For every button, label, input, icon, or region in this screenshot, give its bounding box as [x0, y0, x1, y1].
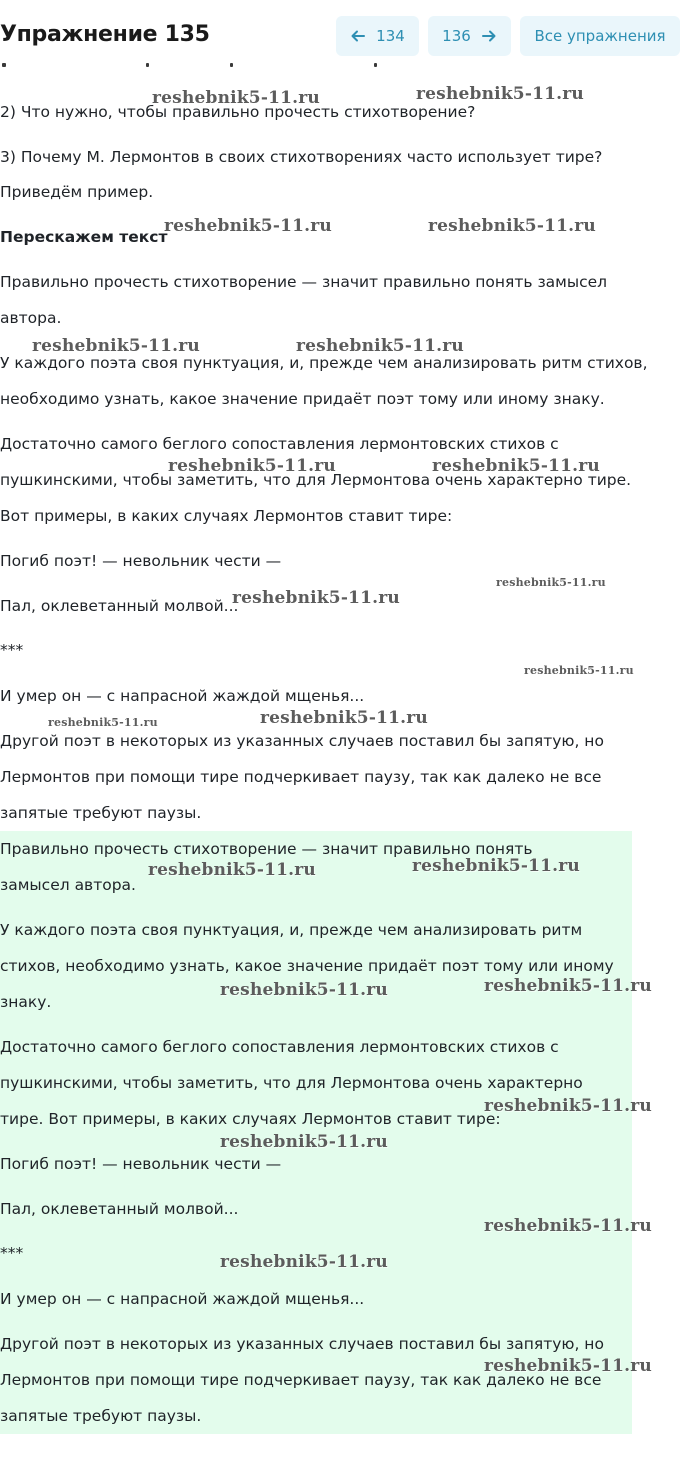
watermark: reshebnik5-11.ru: [296, 336, 464, 356]
paragraph-line: запятые требуют паузы.: [0, 804, 202, 822]
all-exercises-button[interactable]: Все упражнения: [520, 16, 680, 56]
watermark: reshebnik5-11.ru: [484, 1216, 652, 1236]
verse-line: Пал, оклеветанный молвой...: [0, 597, 239, 615]
retell-heading: Перескажем текст: [0, 228, 168, 246]
paragraph-line: Вот примеры, в каких случаях Лермонтов ставит тире:: [0, 507, 453, 525]
next-exercise-label: 136: [442, 27, 471, 45]
answer-verse-line: Погиб поэт! — невольник чести —: [0, 1155, 282, 1173]
watermark: reshebnik5-11.ru: [432, 456, 600, 476]
watermark: reshebnik5-11.ru: [220, 1132, 388, 1152]
paragraph-line: У каждого поэта своя пунктуация, и, прежде чем анализировать ритм стихов,: [0, 354, 648, 372]
answer-verse-separator: ***: [0, 1244, 24, 1262]
watermark: reshebnik5-11.ru: [484, 976, 652, 996]
answer-verse-line: Пал, оклеветанный молвой...: [0, 1200, 239, 1218]
watermark: reshebnik5-11.ru: [232, 588, 400, 608]
clipped-text-line: [0, 60, 400, 70]
watermark: reshebnik5-11.ru: [220, 1252, 388, 1272]
answer-line: тире. Вот примеры, в каких случаях Лермонтов ставит тире:: [0, 1110, 501, 1128]
watermark: reshebnik5-11.ru: [428, 216, 596, 236]
prev-exercise-label: 134: [376, 27, 405, 45]
verse-line: Погиб поэт! — невольник чести —: [0, 552, 282, 570]
question-2: 2) Что нужно, чтобы правильно прочесть стихотворение?: [0, 103, 476, 121]
watermark: reshebnik5-11.ru: [496, 576, 606, 589]
watermark: reshebnik5-11.ru: [524, 664, 634, 677]
answer-line: Другой поэт в некоторых из указанных случаев поставил бы запятую, но: [0, 1335, 604, 1353]
arrow-right-icon: [481, 28, 497, 44]
answer-line: стихов, необходимо узнать, какое значение придаёт поэт тому или иному: [0, 957, 614, 975]
answer-line: Правильно прочесть стихотворение — значит правильно понять: [0, 840, 533, 858]
watermark: reshebnik5-11.ru: [260, 708, 428, 728]
verse-separator: ***: [0, 641, 24, 659]
watermark: reshebnik5-11.ru: [164, 216, 332, 236]
watermark: reshebnik5-11.ru: [48, 716, 158, 729]
question-3-cont: Приведём пример.: [0, 183, 154, 201]
answer-line: пушкинскими, чтобы заметить, что для Лермонтова очень характерно: [0, 1074, 583, 1092]
watermark: reshebnik5-11.ru: [220, 980, 388, 1000]
answer-verse-line: И умер он — с напрасной жаждой мщенья...: [0, 1290, 365, 1308]
prev-exercise-button[interactable]: [336, 16, 419, 56]
answer-line: Достаточно самого беглого сопоставления лермонтовских стихов с: [0, 1038, 559, 1056]
paragraph-line: Лермонтов при помощи тире подчеркивает паузу, так как далеко не все: [0, 768, 602, 786]
question-3: 3) Почему М. Лермонтов в своих стихотворениях часто использует тире?: [0, 148, 603, 166]
page-title: Упражнение 135: [0, 22, 210, 47]
paragraph-line: Другой поэт в некоторых из указанных случаев поставил бы запятую, но: [0, 732, 604, 750]
watermark: reshebnik5-11.ru: [484, 1356, 652, 1376]
answer-line: Лермонтов при помощи тире подчеркивает паузу, так как далеко не все: [0, 1371, 602, 1389]
watermark: reshebnik5-11.ru: [484, 1096, 652, 1116]
paragraph-line: пушкинскими, чтобы заметить, что для Лермонтова очень характерно тире.: [0, 471, 632, 489]
watermark: reshebnik5-11.ru: [416, 84, 584, 104]
paragraph-line: необходимо узнать, какое значение придаёт поэт тому или иному знаку.: [0, 390, 605, 408]
watermark: reshebnik5-11.ru: [148, 860, 316, 880]
watermark: reshebnik5-11.ru: [152, 88, 320, 108]
next-exercise-button[interactable]: [428, 16, 511, 56]
watermark: reshebnik5-11.ru: [32, 336, 200, 356]
answer-line: У каждого поэта своя пунктуация, и, прежде чем анализировать ритм: [0, 921, 583, 939]
watermark: reshebnik5-11.ru: [168, 456, 336, 476]
answer-line: знаку.: [0, 993, 52, 1011]
watermark: reshebnik5-11.ru: [412, 856, 580, 876]
paragraph-line: Правильно прочесть стихотворение — значит правильно понять замысел: [0, 273, 608, 291]
answer-line: замысел автора.: [0, 876, 136, 894]
paragraph-line: автора.: [0, 309, 62, 327]
answer-line: запятые требуют паузы.: [0, 1407, 202, 1425]
paragraph-line: Достаточно самого беглого сопоставления лермонтовских стихов с: [0, 435, 559, 453]
arrow-left-icon: [350, 28, 366, 44]
verse-line: И умер он — с напрасной жаждой мщенья...: [0, 687, 365, 705]
